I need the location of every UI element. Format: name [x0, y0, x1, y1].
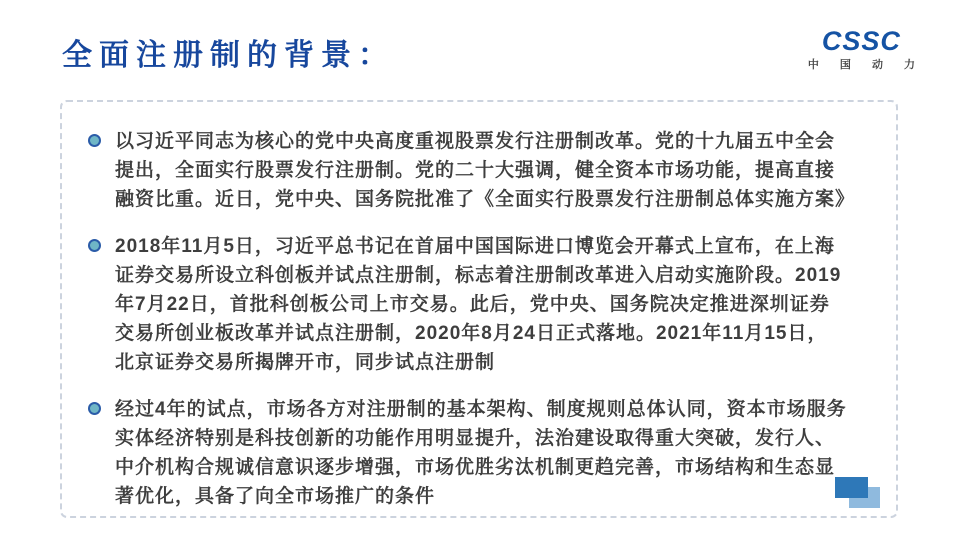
cssc-logo-subtitle: 中 国 动 力	[807, 59, 924, 71]
text-line: 证券交易所设立科创板并试点注册制，标志着注册制改革进入启动实施阶段。2019	[115, 265, 842, 286]
cssc-logo-brand: CSSC	[821, 26, 901, 56]
bullet-item-1	[88, 127, 856, 214]
text-line: 经过4年的试点，市场各方对注册制的基本架构、制度规则总体认同，资本市场服务	[115, 399, 847, 420]
bullet-item-2	[88, 232, 848, 377]
bullet-dot-icon	[88, 239, 101, 252]
page-title: 全面注册制的背景：	[62, 39, 395, 72]
text-line: 交易所创业板改革并试点注册制，2020年8月24日正式落地。2021年11月15日，	[115, 323, 828, 344]
text-line: 2018年11月5日，习近平总书记在首届中国国际进口博览会开幕式上宣布，在上海	[115, 236, 835, 257]
text-line: 著优化，具备了向全市场推广的条件	[115, 486, 436, 507]
bullet-text-3	[115, 395, 848, 511]
text-line: 北京证券交易所揭牌开市，同步试点注册制	[115, 352, 496, 373]
text-line: 中介机构合规诚信意识逐步增强，市场优胜劣汰机制更趋完善，市场结构和生态显	[115, 457, 836, 478]
bullet-item-3	[88, 395, 848, 511]
text-line: 以习近平同志为核心的党中央高度重视股票发行注册制改革。党的十九届五中全会	[115, 131, 836, 152]
text-line: 提出，全面实行股票发行注册制。党的二十大强调，健全资本市场功能，提高直接	[115, 160, 836, 181]
cssc-logo	[799, 28, 924, 71]
bullet-dot-icon	[88, 402, 101, 415]
decorative-square-dark	[835, 477, 868, 498]
bullet-text-2	[115, 232, 848, 377]
text-line: 实体经济特别是科技创新的功能作用明显提升，法治建设取得重大突破，发行人、	[115, 428, 836, 449]
bullet-dot-icon	[88, 134, 101, 147]
content-box	[60, 100, 898, 518]
text-line: 年7月22日，首批科创板公司上市交易。此后，党中央、国务院决定推进深圳证券	[115, 294, 830, 315]
text-line: 融资比重。近日，党中央、国务院批准了《全面实行股票发行注册制总体实施方案》	[115, 189, 856, 210]
bullet-text-1	[115, 127, 856, 214]
